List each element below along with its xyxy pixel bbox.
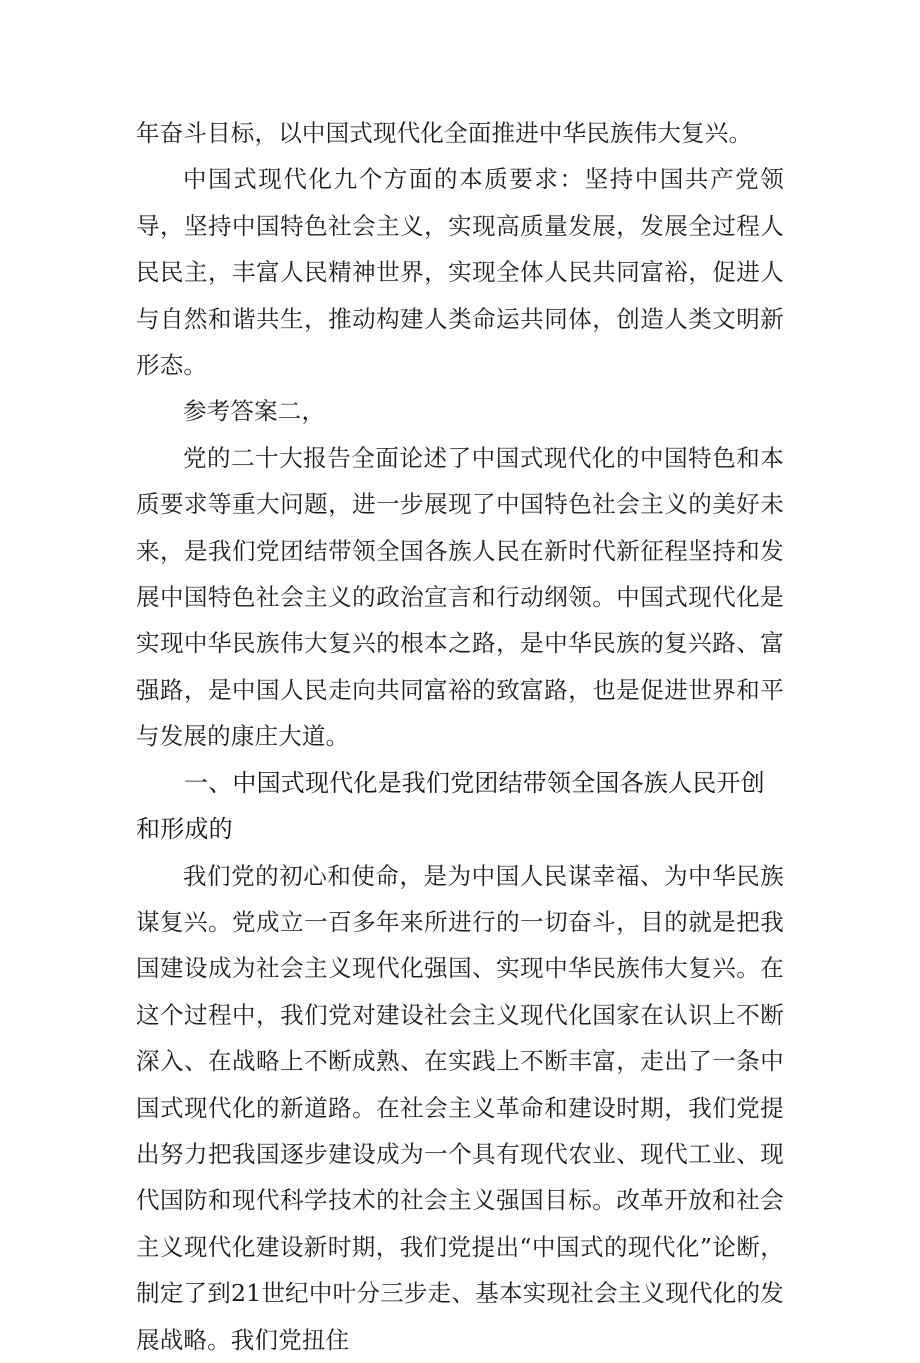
- paragraph-mission: 我们党的初心和使命，是为中国人民谋幸福、为中华民族谋复兴。党成立一百多年来所进行的一切奋斗，目的就是把我国建设成为社会主义现代化强国、实现中华民族伟大复兴。在这个过程中，我们党对建设社会主义现代化国家在认识上不断深入、在战略上不断成熟、在实践上不断丰富，走出了一条中国式现代化的新道路。在社会主义革命和建设时期，我们党提出努力把我国逐步建设成为一个具有现代农业、现代工业、现代国防和现代科学技术的社会主义强国目标。改革开放和社会主义现代化建设新时期，我们党提出“中国式的现代化”论断，制定了到21世纪中叶分三步走、基本实现社会主义现代化的发展战略。我们党扭住: [136, 861, 784, 1354]
- section-heading-1: 一、中国式现代化是我们党团结带领全国各族人民开创和形成的: [136, 768, 765, 844]
- paragraph-continuation: 年奋斗目标，以中国式现代化全面推进中华民族伟大复兴。: [136, 119, 753, 147]
- paragraph-twentieth-congress: 党的二十大报告全面论述了中国式现代化的中国特色和本质要求等重大问题，进一步展现了中国特色社会主义的美好未来，是我们党团结带领全国各族人民在新时代新征程坚持和发展中国特色社会主义的政治宣言和行动纲领。中国式现代化是实现中华民族伟大复兴的根本之路，是中华民族的复兴路、富强路，是中国人民走向共同富裕的致富路，也是促进世界和平与发展的康庄大道。: [136, 443, 784, 751]
- paragraph-essential-requirements: 中国式现代化九个方面的本质要求：坚持中国共产党领导，坚持中国特色社会主义，实现高质量发展，发展全过程人民民主，丰富人民精神世界，实现全体人民共同富裕，促进人与自然和谐共生，推动构建人类命运共同体，创造人类文明新形态。: [136, 165, 784, 380]
- document-body: [136, 110, 784, 1363]
- paragraph-reference-answer-label: 参考答案二，: [183, 397, 326, 426]
